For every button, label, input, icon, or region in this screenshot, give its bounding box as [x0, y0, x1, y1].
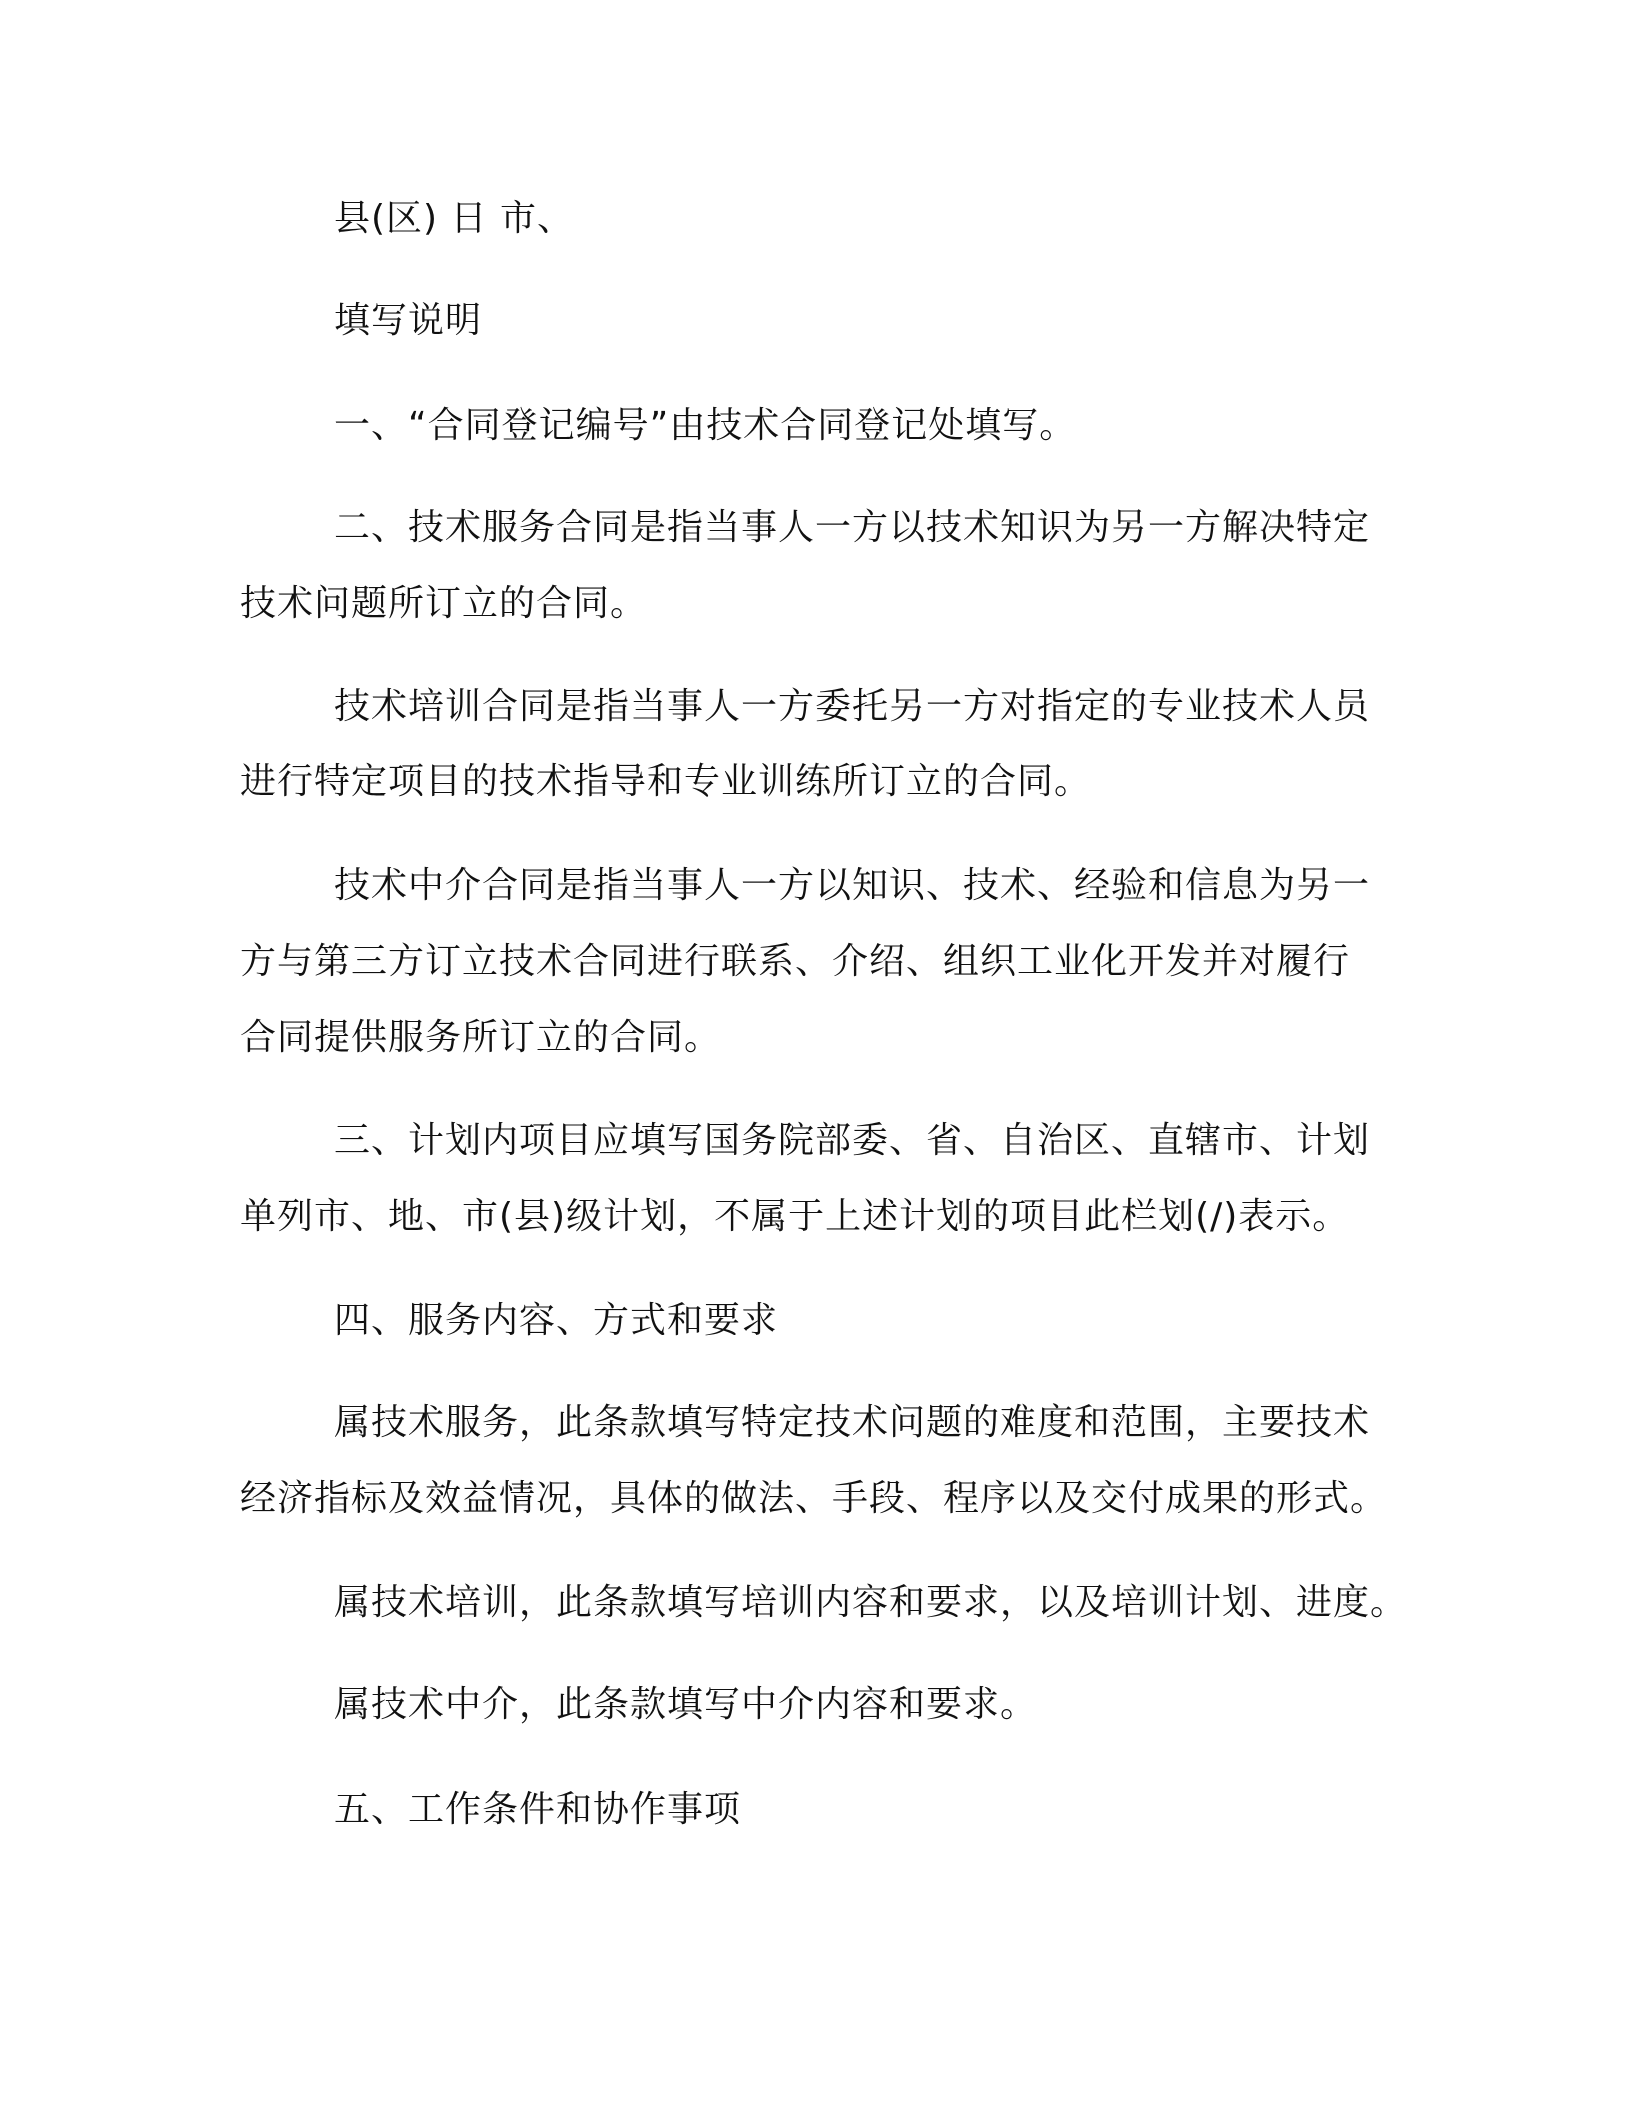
- service-clause-line-2: 经济指标及效益情况，具体的做法、手段、程序以及交付成果的形式。: [240, 1478, 1388, 1519]
- item-2-line-1: 二、技术服务合同是指当事人一方以技术知识为另一方解决特定: [334, 507, 1371, 548]
- intermediary-line-1: 技术中介合同是指当事人一方以知识、技术、经验和信息为另一: [334, 865, 1371, 906]
- training-line-1: 技术培训合同是指当事人一方委托另一方对指定的专业技术人员: [334, 686, 1371, 727]
- training-clause-line: 属技术培训，此条款填写培训内容和要求，以及培训计划、进度。: [334, 1582, 1408, 1623]
- training-line-2: 进行特定项目的技术指导和专业训练所订立的合同。: [240, 761, 1092, 802]
- item-1-line: 一、“合同登记编号”由技术合同登记处填写。: [334, 405, 1077, 446]
- section-title: 填写说明: [334, 300, 483, 341]
- service-clause-line-1: 属技术服务，此条款填写特定技术问题的难度和范围，主要技术: [334, 1402, 1371, 1443]
- intermediary-clause-line: 属技术中介，此条款填写中介内容和要求。: [334, 1684, 1038, 1725]
- header-line: 县(区) 日 市、: [334, 198, 574, 239]
- intermediary-line-3: 合同提供服务所订立的合同。: [240, 1017, 722, 1058]
- item-2-line-2: 技术问题所订立的合同。: [240, 583, 648, 624]
- item-3-line-1: 三、计划内项目应填写国务院部委、省、自治区、直辖市、计划: [334, 1120, 1371, 1161]
- intermediary-line-2: 方与第三方订立技术合同进行联系、介绍、组织工业化开发并对履行: [240, 941, 1351, 982]
- item-4-title: 四、服务内容、方式和要求: [334, 1300, 779, 1341]
- item-3-line-2: 单列市、地、市(县)级计划，不属于上述计划的项目此栏划(/)表示。: [240, 1196, 1350, 1237]
- item-5-title: 五、工作条件和协作事项: [334, 1789, 742, 1830]
